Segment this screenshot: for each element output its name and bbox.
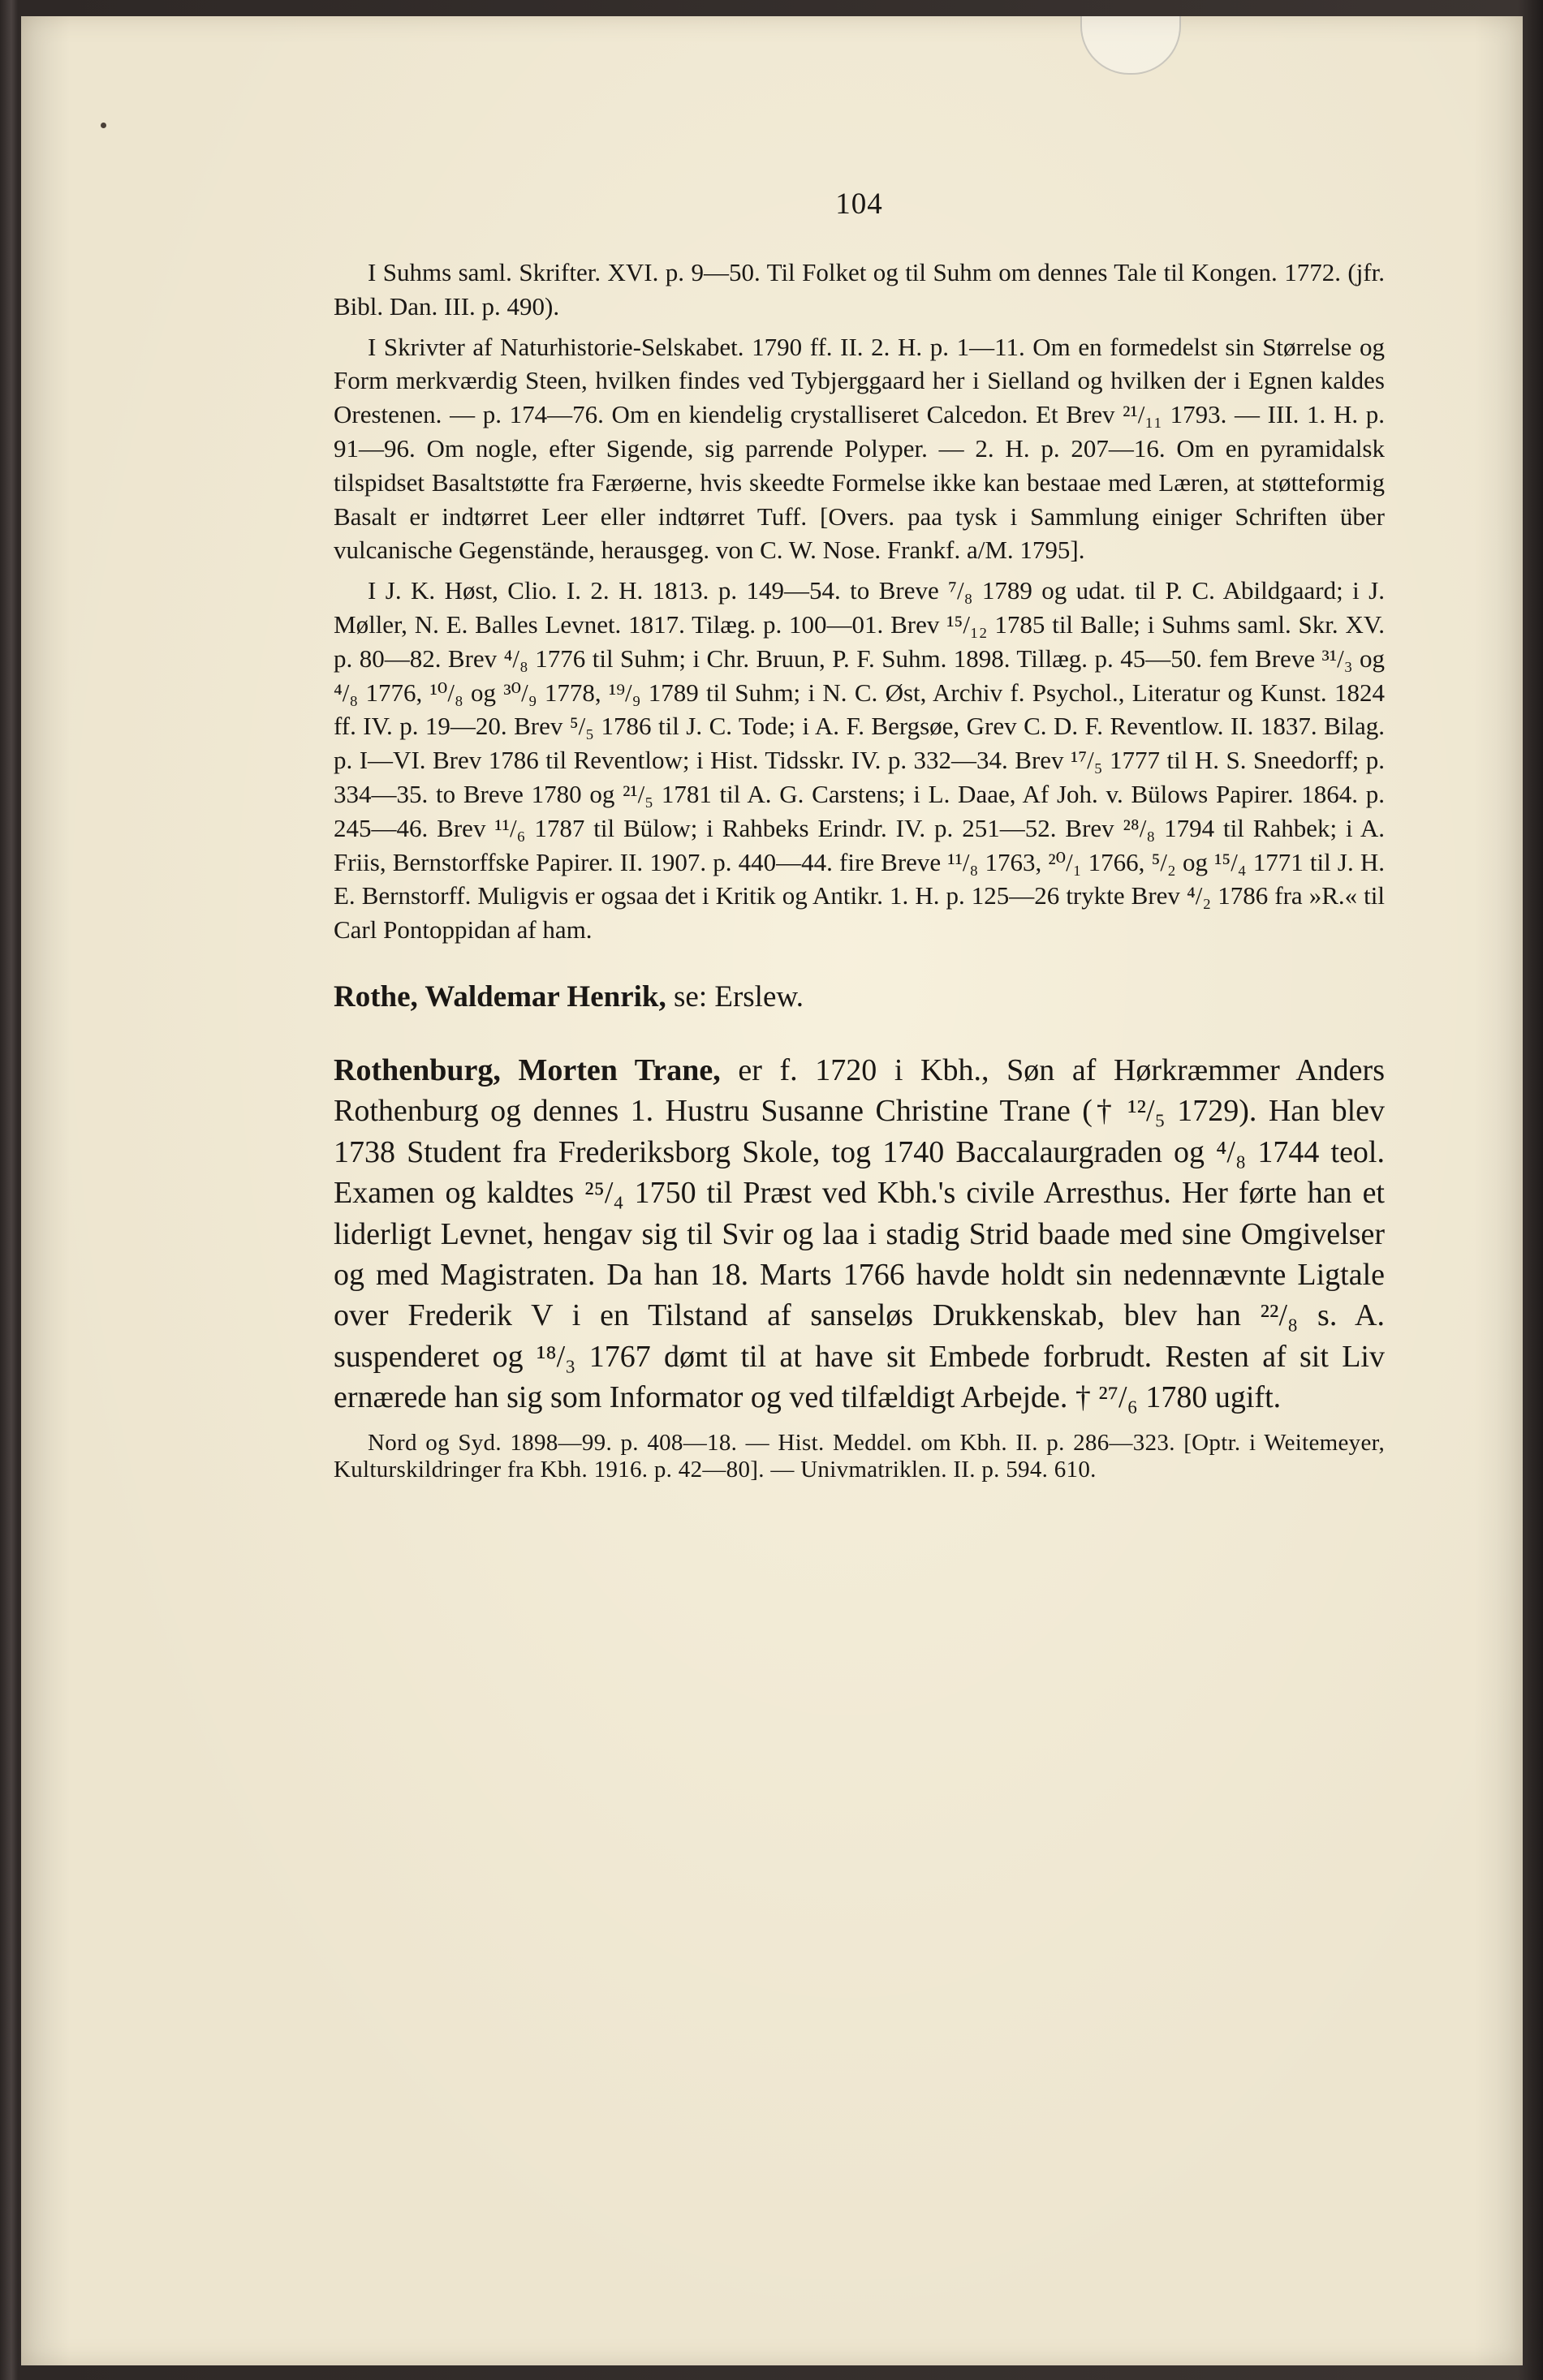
page-content — [334, 187, 1385, 1483]
entry-rothe-waldemar — [334, 979, 1385, 1014]
source-entry: I Skrivter af Naturhistorie-Selskabet. 1790 ff. II. 2. H. p. 1—11. Om en formedelst sin Størrelse og Form merkværdig Steen, hvilken findes ved Tybjerggaard her i Sielland og hvilken der i Egnen kaldes Orestenen. — p. 174—76. Om en kiendelig crystalliseret Calcedon. Et Brev ²¹/₁₁ 1793. — III. 1. H. p. 91—96. Om nogle, efter Sigende, sig parrende Polyper. — 2. H. p. 207—16. Om en pyramidalsk tilspidset Basaltstøtte fra Færøerne, hvis skeedte Formelse ikke kan bestaae med Læren, at støtteformig Basalt er indtørret Leer eller indtørret Tuff. [Overs. paa tysk i Sammlung einiger Schriften über vulcanische Gegenstände, herausgeg. von C. W. Nose. Frankf. a/M. 1795]. — [334, 332, 1385, 565]
source-entry: I Suhms saml. Skrifter. XVI. p. 9—50. Til Folket og til Suhm om dennes Tale til Kongen. 1772. (jfr. Bibl. Dan. III. p. 490). — [334, 258, 1385, 321]
entry-headword: Rothe, Waldemar Henrik, — [334, 979, 666, 1014]
entry-references: Nord og Syd. 1898—99. p. 408—18. — Hist. Meddel. om Kbh. II. p. 286—323. [Optr. i Weitemeyer, Kulturskildringer fra Kbh. 1916. p. 42—80]. — Univmatriklen. II. p. 594. 610. — [334, 1429, 1385, 1483]
page-number: 104 — [835, 187, 883, 221]
entry-text: se: Erslew. — [666, 979, 804, 1014]
entry-rothenburg — [334, 1050, 1385, 1418]
ink-speck — [101, 123, 106, 128]
entry-text: er f. 1720 i Kbh., Søn af Hørkræmmer Anders Rothenburg og dennes 1. Hustru Susanne Christine Trane († ¹²/₅ 1729). Han blev 1738 Student fra Frederiksborg Skole, tog 1740 Baccalaurgraden og ⁴/₈ 1744 teol. Examen og kaldtes ²⁵/₄ 1750 til Præst ved Kbh.'s civile Arresthus. Her førte han et liderligt Levnet, hengav sig til Svir og laa i stadig Strid baade med sine Omgivelser og med Magistraten. Da han 18. Marts 1766 havde holdt sin nedennævnte Ligtale over Frederik V i en Tilstand af sanseløs Drukkenskab, blev han ²²/₈ s. A. suspenderet og ¹⁸/₃ 1767 dømt til at have sit Embede forbrudt. Resten af sit Liv ernærede han sig som Informator og ved tilfældigt Arbejde. † ²⁷/₆ 1780 ugift. — [334, 1052, 1385, 1415]
binder-clip — [1080, 16, 1181, 75]
source-entry: I J. K. Høst, Clio. I. 2. H. 1813. p. 149—54. to Breve ⁷/₈ 1789 og udat. til P. C. Abildgaard; i J. Møller, N. E. Balles Levnet. 1817. Tilæg. p. 100—01. Brev ¹⁵/₁₂ 1785 til Balle; i Suhms saml. Skr. XV. p. 80—82. Brev ⁴/₈ 1776 til Suhm; i Chr. Bruun, P. F. Suhm. 1898. Tillæg. p. 45—50. fem Breve ³¹/₃ og ⁴/₈ 1776, ¹⁰/₈ og ³⁰/₉ 1778, ¹⁹/₉ 1789 til Suhm; i N. C. Øst, Archiv f. Psychol., Literatur og Kunst. 1824 ff. IV. p. 19—20. Brev ⁵/₅ 1786 til J. C. Tode; i A. F. Bergsøe, Grev C. D. F. Reventlow. II. 1837. Bilag. p. I—VI. Brev 1786 til Reventlow; i Hist. Tidsskr. IV. p. 332—34. Brev ¹⁷/₅ 1777 til H. S. Sneedorff; p. 334—35. to Breve 1780 og ²¹/₅ 1781 til A. G. Carstens; i L. Daae, Af Joh. v. Bülows Papirer. 1864. p. 245—46. Brev ¹¹/₆ 1787 til Bülow; i Rahbeks Erindr. IV. p. 251—52. Brev ²⁸/₈ 1794 til Rahbek; i A. Friis, Bernstorffske Papirer. II. 1907. p. 440—44. fire Breve ¹¹/₈ 1763, ²⁰/₁ 1766, ⁵/₂ og ¹⁵/₄ 1771 til J. H. E. Bernstorff. Muligvis er ogsaa det i Kritik og Antikr. 1. H. p. 125—26 trykte Brev ⁴/₂ 1786 fra »R.« til Carl Pontoppidan af ham. — [334, 576, 1385, 945]
rothe-source-list — [334, 256, 1385, 947]
entry-headword: Rothenburg, Morten Trane, — [334, 1052, 721, 1087]
